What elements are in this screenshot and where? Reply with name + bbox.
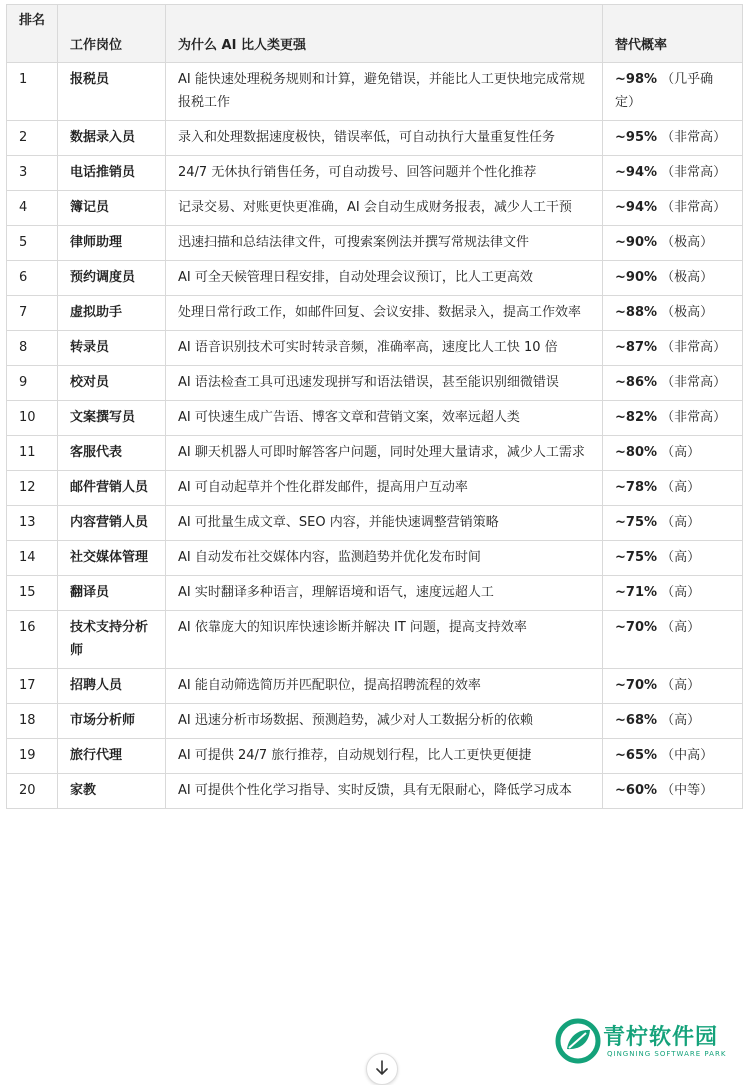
probability-level: （非常高） [661, 375, 727, 390]
probability-level: （高） [661, 515, 701, 530]
probability-level: （高） [661, 445, 701, 460]
reason-cell: AI 语音识别技术可实时转录音频，准确率高，速度比人工快 10 倍 [166, 331, 603, 366]
job-title-cell: 客服代表 [58, 436, 166, 471]
probability-cell [603, 739, 743, 774]
table-row [7, 156, 743, 191]
reason-cell: AI 可提供 24/7 旅行推荐，自动规划行程，比人工更快更便捷 [166, 739, 603, 774]
probability-level: （高） [661, 713, 701, 728]
probability-level: （中等） [661, 783, 714, 798]
job-title-cell: 市场分析师 [58, 704, 166, 739]
table-body [7, 63, 743, 809]
probability-level: （高） [661, 620, 701, 635]
probability-percent: ~86% [615, 375, 658, 390]
job-title-cell: 电话推销员 [58, 156, 166, 191]
rank-cell: 8 [7, 331, 58, 366]
probability-percent: ~70% [615, 678, 658, 693]
job-title-cell: 内容营销人员 [58, 506, 166, 541]
rank-cell: 5 [7, 226, 58, 261]
header-why: 为什么 AI 比人类更强 [166, 5, 603, 63]
rank-cell: 14 [7, 541, 58, 576]
probability-cell [603, 541, 743, 576]
probability-level: （非常高） [661, 130, 727, 145]
reason-cell: AI 迅速分析市场数据、预测趋势，减少对人工数据分析的依赖 [166, 704, 603, 739]
reason-cell: 录入和处理数据速度极快，错误率低，可自动执行大量重复性任务 [166, 121, 603, 156]
probability-percent: ~60% [615, 783, 658, 798]
watermark-subtitle: QINGNING SOFTWARE PARK [607, 1050, 727, 1058]
rank-cell: 12 [7, 471, 58, 506]
probability-level: （非常高） [661, 200, 727, 215]
probability-level: （非常高） [661, 165, 727, 180]
probability-percent: ~88% [615, 305, 658, 320]
rank-cell: 19 [7, 739, 58, 774]
probability-cell [603, 226, 743, 261]
rank-cell: 2 [7, 121, 58, 156]
probability-cell [603, 576, 743, 611]
probability-cell [603, 296, 743, 331]
table-row [7, 471, 743, 506]
reason-cell: AI 可提供个性化学习指导、实时反馈，具有无限耐心，降低学习成本 [166, 774, 603, 809]
probability-level: （高） [661, 480, 701, 495]
probability-cell [603, 669, 743, 704]
watermark [553, 1016, 745, 1066]
probability-level: （非常高） [661, 410, 727, 425]
probability-level: （极高） [661, 270, 714, 285]
table-row [7, 331, 743, 366]
reason-cell: AI 可自动起草并个性化群发邮件，提高用户互动率 [166, 471, 603, 506]
probability-level: （高） [661, 585, 701, 600]
rank-cell: 15 [7, 576, 58, 611]
probability-cell [603, 121, 743, 156]
table-row [7, 401, 743, 436]
probability-percent: ~80% [615, 445, 658, 460]
reason-cell: AI 依靠庞大的知识库快速诊断并解决 IT 问题，提高支持效率 [166, 611, 603, 669]
job-title-cell: 家教 [58, 774, 166, 809]
reason-cell: AI 能自动筛选简历并匹配职位，提高招聘流程的效率 [166, 669, 603, 704]
rank-cell: 10 [7, 401, 58, 436]
probability-percent: ~98% [615, 72, 658, 87]
job-title-cell: 数据录入员 [58, 121, 166, 156]
probability-cell [603, 611, 743, 669]
table-header [7, 5, 743, 63]
job-title-cell: 校对员 [58, 366, 166, 401]
table-row [7, 739, 743, 774]
probability-percent: ~90% [615, 270, 658, 285]
probability-cell [603, 471, 743, 506]
reason-cell: 记录交易、对账更快更准确，AI 会自动生成财务报表，减少人工干预 [166, 191, 603, 226]
probability-percent: ~70% [615, 620, 658, 635]
header-job: 工作岗位 [58, 5, 166, 63]
job-title-cell: 预约调度员 [58, 261, 166, 296]
header-rank: 排名 [7, 5, 58, 63]
table-row [7, 366, 743, 401]
table-row [7, 774, 743, 809]
reason-cell: AI 可全天候管理日程安排，自动处理会议预订，比人工更高效 [166, 261, 603, 296]
rank-cell: 6 [7, 261, 58, 296]
probability-cell [603, 704, 743, 739]
probability-level: （中高） [661, 748, 714, 763]
probability-cell [603, 436, 743, 471]
table-row [7, 506, 743, 541]
rank-cell: 4 [7, 191, 58, 226]
table-row [7, 261, 743, 296]
probability-level: （几乎确定） [615, 72, 714, 110]
leaf-logo-icon [555, 1018, 601, 1064]
job-title-cell: 转录员 [58, 331, 166, 366]
table-container [6, 4, 742, 809]
reason-cell: 处理日常行政工作，如邮件回复、会议安排、数据录入，提高工作效率 [166, 296, 603, 331]
job-title-cell: 邮件营销人员 [58, 471, 166, 506]
scroll-down-button[interactable] [366, 1053, 398, 1085]
watermark-title: 青柠软件园 [603, 1025, 719, 1050]
probability-cell [603, 401, 743, 436]
rank-cell: 20 [7, 774, 58, 809]
reason-cell: 迅速扫描和总结法律文件，可搜索案例法并撰写常规法律文件 [166, 226, 603, 261]
probability-cell [603, 156, 743, 191]
reason-cell: AI 实时翻译多种语言，理解语境和语气，速度远超人工 [166, 576, 603, 611]
probability-percent: ~75% [615, 550, 658, 565]
probability-percent: ~94% [615, 200, 658, 215]
probability-cell [603, 261, 743, 296]
job-title-cell: 报税员 [58, 63, 166, 121]
reason-cell: AI 聊天机器人可即时解答客户问题，同时处理大量请求，减少人工需求 [166, 436, 603, 471]
arrow-down-icon [375, 1060, 389, 1076]
job-title-cell: 文案撰写员 [58, 401, 166, 436]
table-row [7, 669, 743, 704]
probability-percent: ~71% [615, 585, 658, 600]
job-title-cell: 旅行代理 [58, 739, 166, 774]
header-row [7, 5, 743, 63]
probability-percent: ~65% [615, 748, 658, 763]
probability-percent: ~78% [615, 480, 658, 495]
rank-cell: 17 [7, 669, 58, 704]
table-row [7, 436, 743, 471]
probability-cell [603, 63, 743, 121]
table-row [7, 191, 743, 226]
probability-cell [603, 774, 743, 809]
job-title-cell: 翻译员 [58, 576, 166, 611]
table-row [7, 576, 743, 611]
rank-cell: 18 [7, 704, 58, 739]
job-title-cell: 技术支持分析师 [58, 611, 166, 669]
header-probability: 替代概率 [603, 5, 743, 63]
job-title-cell: 虚拟助手 [58, 296, 166, 331]
rank-cell: 13 [7, 506, 58, 541]
table-row [7, 226, 743, 261]
ai-replacement-table [6, 4, 743, 809]
probability-percent: ~82% [615, 410, 658, 425]
probability-level: （高） [661, 550, 701, 565]
probability-level: （极高） [661, 235, 714, 250]
rank-cell: 9 [7, 366, 58, 401]
probability-cell [603, 366, 743, 401]
job-title-cell: 招聘人员 [58, 669, 166, 704]
probability-cell [603, 506, 743, 541]
rank-cell: 3 [7, 156, 58, 191]
table-row [7, 611, 743, 669]
probability-level: （非常高） [661, 340, 727, 355]
rank-cell: 1 [7, 63, 58, 121]
rank-cell: 11 [7, 436, 58, 471]
reason-cell: 24/7 无休执行销售任务，可自动拨号、回答问题并个性化推荐 [166, 156, 603, 191]
probability-cell [603, 191, 743, 226]
job-title-cell: 律师助理 [58, 226, 166, 261]
table-row [7, 541, 743, 576]
probability-percent: ~90% [615, 235, 658, 250]
probability-percent: ~87% [615, 340, 658, 355]
probability-level: （极高） [661, 305, 714, 320]
rank-cell: 16 [7, 611, 58, 669]
reason-cell: AI 语法检查工具可迅速发现拼写和语法错误，甚至能识别细微错误 [166, 366, 603, 401]
probability-percent: ~75% [615, 515, 658, 530]
table-row [7, 296, 743, 331]
reason-cell: AI 可批量生成文章、SEO 内容，并能快速调整营销策略 [166, 506, 603, 541]
table-row [7, 704, 743, 739]
probability-cell [603, 331, 743, 366]
probability-percent: ~68% [615, 713, 658, 728]
job-title-cell: 社交媒体管理 [58, 541, 166, 576]
probability-level: （高） [661, 678, 701, 693]
reason-cell: AI 能快速处理税务规则和计算，避免错误，并能比人工更快地完成常规报税工作 [166, 63, 603, 121]
table-row [7, 63, 743, 121]
job-title-cell: 簿记员 [58, 191, 166, 226]
probability-percent: ~95% [615, 130, 658, 145]
rank-cell: 7 [7, 296, 58, 331]
table-row [7, 121, 743, 156]
reason-cell: AI 可快速生成广告语、博客文章和营销文案，效率远超人类 [166, 401, 603, 436]
probability-percent: ~94% [615, 165, 658, 180]
reason-cell: AI 自动发布社交媒体内容，监测趋势并优化发布时间 [166, 541, 603, 576]
